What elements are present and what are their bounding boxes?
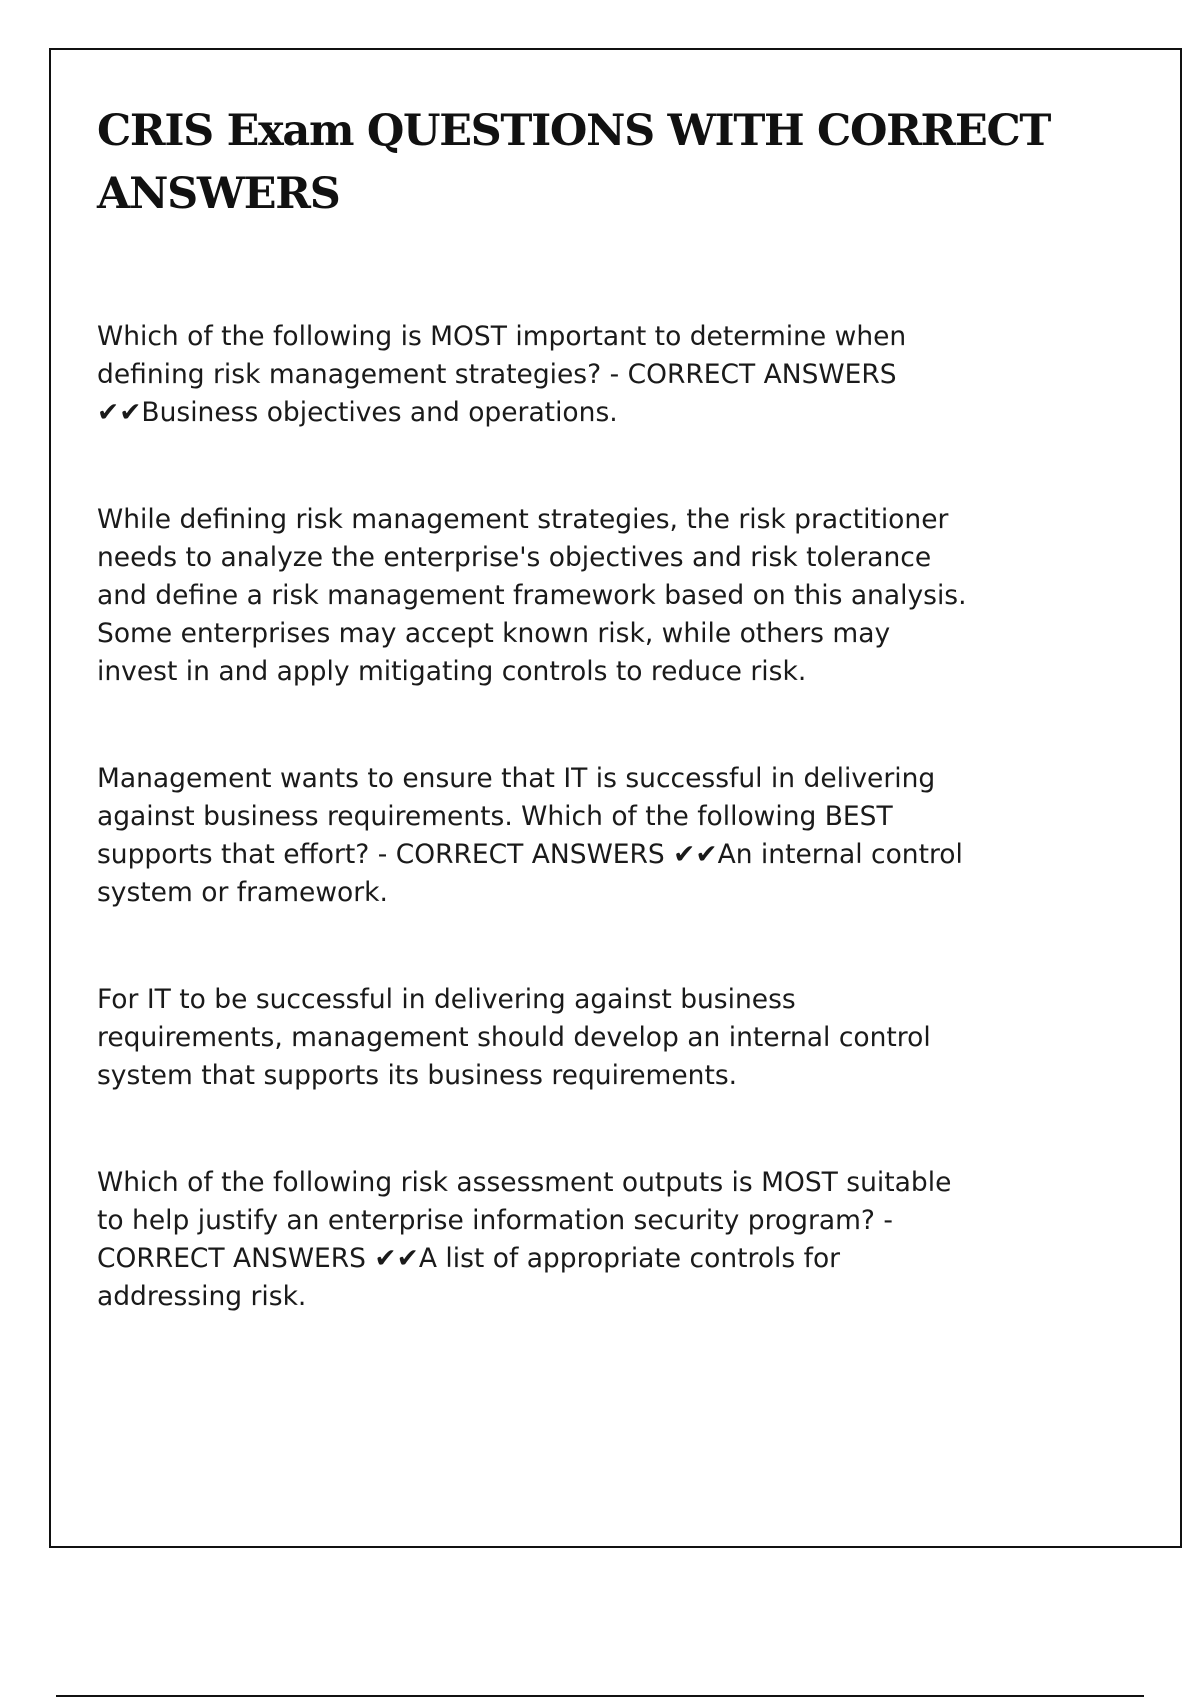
question-block: Management wants to ensure that IT is successful in delivering against business requirements. Which of the following BEST supports that effort? - CORRECT ANSWERS ✔✔An internal control system or framework. (97, 763, 963, 908)
document-title: CRIS Exam QUESTIONS WITH CORRECT ANSWERS (97, 106, 1051, 219)
qa-list (97, 318, 1087, 1316)
footer-divider (56, 1695, 1144, 1697)
question-block: Which of the following is MOST important to determine when defining risk management strategies? - CORRECT ANSWERS ✔✔Business objectives and operations. (97, 321, 907, 428)
explanation-block: While defining risk management strategies, the risk practitioner needs to analyze the enterprise's objectives and risk tolerance and define a risk management framework based on this analysis. Some enterprises may accept known risk, while others may invest in and apply mitigating controls to reduce risk. (97, 504, 967, 687)
question-block: Which of the following risk assessment outputs is MOST suitable to help justify an enterprise information security program? - CORRECT ANSWERS ✔✔A list of appropriate controls for addressing risk. (97, 1167, 952, 1312)
explanation-block: For IT to be successful in delivering against business requirements, management should develop an internal control system that supports its business requirements. (97, 984, 931, 1091)
